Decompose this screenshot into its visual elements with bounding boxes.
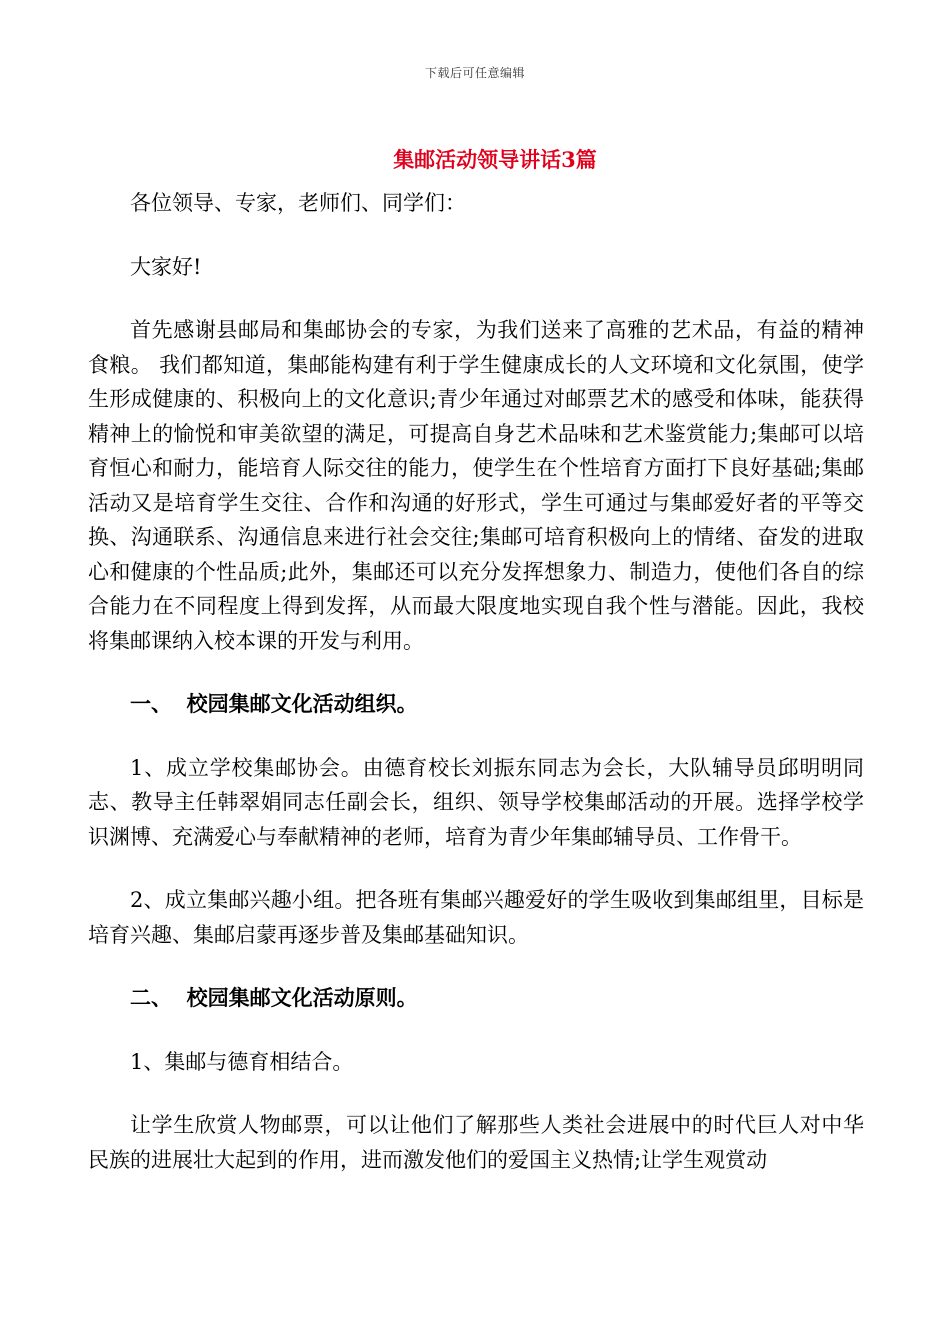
header-note: 下载后可任意编辑 bbox=[424, 66, 525, 80]
intro-paragraph: 首先感谢县邮局和集邮协会的专家，为我们送来了高雅的艺术品，有益的精神食粮。 我们都知道，集邮能构建有利于学生健康成长的人文环境和文化氛围，使学生形成健康的、积极向上的文化意识;青少年通过对邮票艺术的感受和体味，能获得精神上的愉悦和审美欲望的满足，可提高自身艺术品味和艺术鉴赏能力;集邮可以培育恒心和耐力，能培育人际交往的能力，使学生在个性培育方面打下良好基础;集邮活动又是培育学生交往、合作和沟通的好形式，学生可通过与集邮爱好者的平等交换、沟通联系、沟通信息来进行社会交往;集邮可培育积极向上的情绪、奋发的进取心和健康的个性品质;此外，集邮还可以充分发挥想象力、制造力，使他们各自的综合能力在不同程度上得到发挥，从而最大限度地实现自我个性与潜能。因此，我校将集邮课纳入校本课的开发与利用。 bbox=[88, 318, 864, 653]
section1-item-2: 2、成立集邮兴趣小组。把各班有集邮兴趣爱好的学生吸收到集邮组里，目标是培育兴趣、集邮启蒙再逐步普及集邮基础知识。 bbox=[88, 888, 864, 947]
document-title: 集邮活动领导讲话3篇 bbox=[393, 147, 597, 172]
section-heading-principles: 二、 校园集邮文化活动原则。 bbox=[130, 985, 418, 1010]
section2-item-1: 1、集邮与德育相结合。 bbox=[130, 1049, 354, 1074]
section1-item-1: 1、成立学校集邮协会。由德育校长刘振东同志为会长，大队辅导员邱明明同志、教导主任韩翠娟同志任副会长，组织、领导学校集邮活动的开展。选择学校学识渊博、充满爱心与奉献精神的老师，培育为青少年集邮辅导员、工作骨干。 bbox=[88, 755, 864, 849]
section-heading-organization: 一、 校园集邮文化活动组织。 bbox=[130, 691, 418, 716]
greeting-paragraph: 各位领导、专家，老师们、同学们： bbox=[130, 191, 466, 215]
section2-paragraph-1: 让学生欣赏人物邮票，可以让他们了解那些人类社会进展中的时代巨人对中华民族的进展壮大起到的作用，进而激发他们的爱国主义热情;让学生观赏动 bbox=[88, 1113, 864, 1172]
document-body bbox=[88, 186, 864, 1177]
hello-paragraph: 大家好! bbox=[130, 254, 202, 279]
